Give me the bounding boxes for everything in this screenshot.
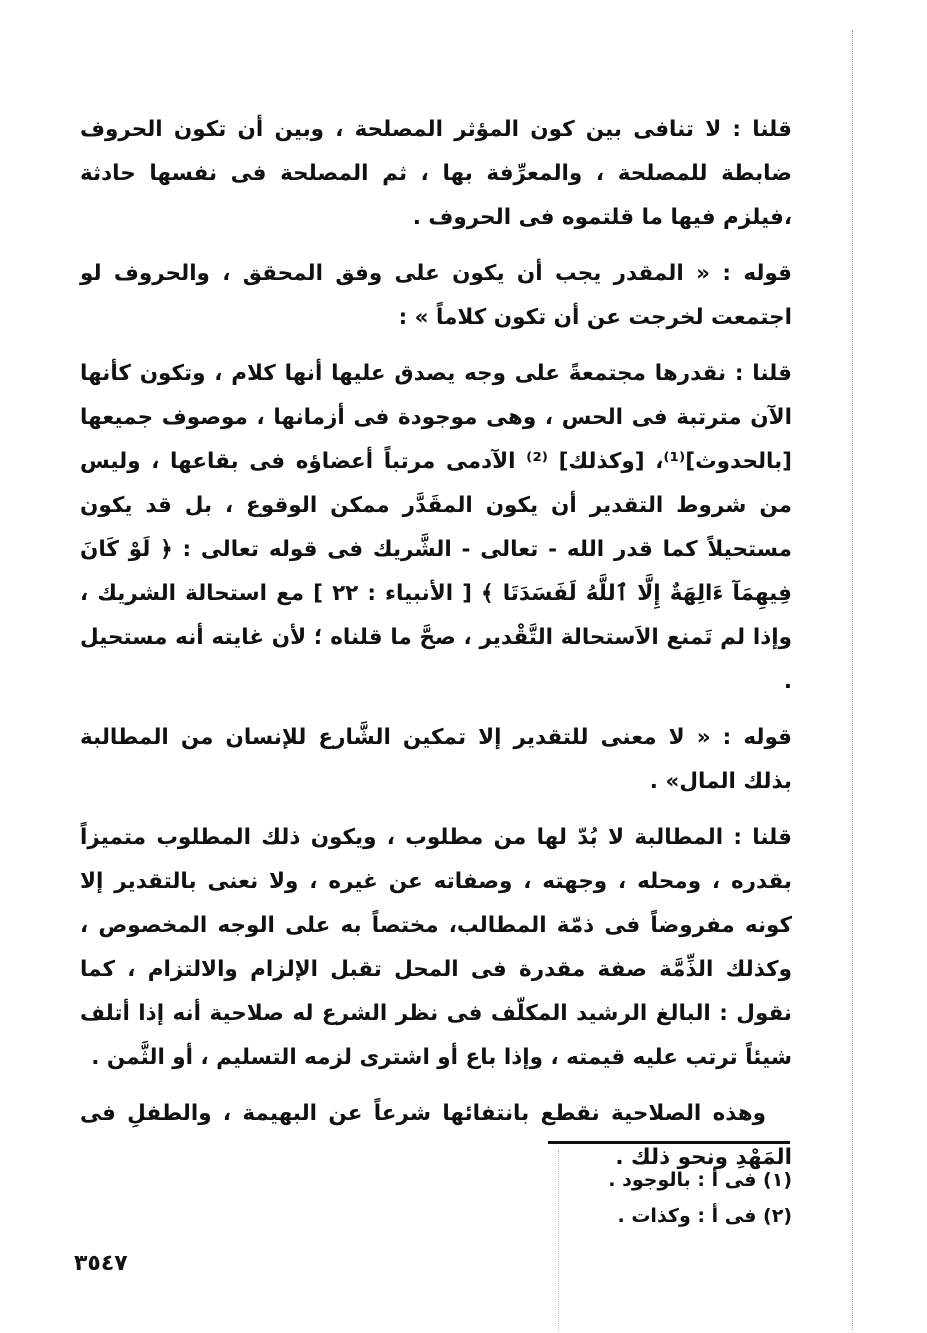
paragraph-2 bbox=[80, 252, 792, 340]
paragraph-body: : « لا معنى للتقدير إلا تمكين الشَّارع للإنسان من المطالبة بذلك المال» . bbox=[80, 725, 792, 794]
paragraph-body: : لا تنافى بين كون المؤثر المصلحة ، وبين أن تكون الحروف ضابطة للمصلحة ، والمعرِّفة بها ، ثم المصلحة فى نفسها حادثة ،فيلزم فيها ما قلتموه فى الحروف . bbox=[80, 117, 792, 230]
main-text bbox=[80, 108, 792, 1192]
paragraph-lead: قلنا bbox=[752, 117, 792, 142]
paragraph-lead: قلنا bbox=[752, 361, 792, 386]
footnote-separator bbox=[548, 1141, 790, 1144]
paragraph-body: : نقدرها مجتمعةً على وجه يصدق عليها أنها كلام ، وتكون كأنها الآن مترتبة فى الحس ، وهى موجودة فى أزمانها ، موصوف جميعها [بالحدوث]⁽¹⁾، [وكذلك] ⁽²⁾ الآدمى مرتباً أعضاؤه فى بقاعها ، وليس من شروط التقدير أن يكون المقَدَّر ممكن الوقوع ، بل قد يكون مستحيلاً كما قدر الله - تعالى - الشَّريك فى قوله تعالى : ﴿ لَوْ كَانَ فِيهِمَآ ءَالِهَةٌ إِلَّا ٱللَّهُ لَفَسَدَتَا ﴾ [ الأنبياء : ٢٢ ] مع استحالة الشريك ، وإذا لم تَمنع الاَستحالة التَّقْدير ، صحَّ ما قلناه ؛ لأن غايته أنه مستحيل . bbox=[80, 361, 792, 694]
paragraph-lead: قوله bbox=[743, 725, 792, 750]
paragraph-3 bbox=[80, 352, 792, 704]
paragraph-body: وهذه الصلاحية نقطع بانتفائها شرعاً عن البهيمة ، والطفلِ فى المَهْدِ ونحو ذلك . bbox=[80, 1101, 792, 1170]
page-number: ٣٥٤٧ bbox=[74, 1251, 128, 1276]
paragraph-lead: قوله bbox=[743, 261, 792, 286]
paragraph-lead: قلنا bbox=[752, 825, 792, 850]
paragraph-body: : المطالبة لا بُدّ لها من مطلوب ، ويكون ذلك المطلوب متميزاً بقدره ، ومحله ، وجهته ، وصفاته عن غيره ، ولا نعنى بالتقدير إلا كونه مفروضاً فى ذمّة المطالب، مختصاً به على الوجه المخصوص ، وكذلك الذِّمَّة صفة مقدرة فى المحل تقبل الإلزام والالتزام ، كما نقول : البالغ الرشيد المكلّف فى نظر الشرع له صلاحية أنه إذا أتلف شيئاً ترتب عليه قيمته ، وإذا باع أو اشترى لزمه التسليم ، أو الثَّمن . bbox=[80, 825, 792, 1070]
footnote-1: (١) فى أ : بالوجود . bbox=[608, 1169, 792, 1191]
footnote-2: (٢) فى أ : وكذات . bbox=[617, 1205, 792, 1227]
scan-fold-line bbox=[852, 30, 854, 1330]
footnotes bbox=[430, 1162, 792, 1234]
paragraph-body: : « المقدر يجب أن يكون على وفق المحقق ، والحروف لو اجتمعت لخرجت عن أن تكون كلاماً » : bbox=[80, 261, 792, 330]
paragraph-5 bbox=[80, 816, 792, 1080]
paragraph-4 bbox=[80, 716, 792, 804]
paragraph-1 bbox=[80, 108, 792, 240]
